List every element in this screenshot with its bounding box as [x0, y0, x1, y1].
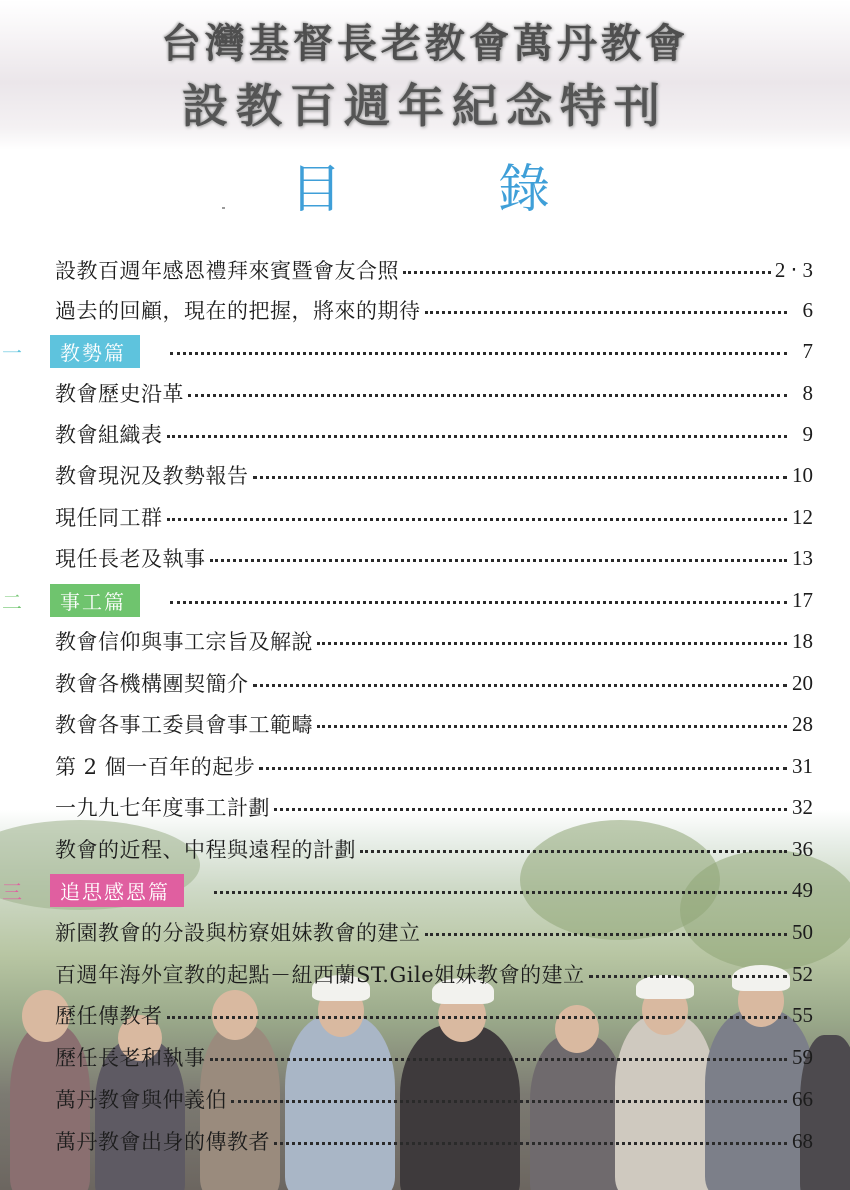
- section-page: 49: [792, 877, 813, 902]
- toc-entry-title: 過去的回顧，現在的把握，將來的期待: [55, 299, 421, 323]
- toc-entry-page: 66: [792, 1086, 813, 1111]
- section-label: 追思感恩篇: [50, 874, 184, 907]
- toc-leader-dots: [274, 808, 787, 811]
- toc-leader-dots: [170, 601, 787, 604]
- toc-entry-title: 萬丹教會與仲義伯: [55, 1088, 227, 1112]
- toc-entry[interactable]: [55, 377, 813, 409]
- toc-entry-page: 10: [792, 462, 813, 487]
- toc-entry[interactable]: [55, 999, 813, 1031]
- toc-entry-title: 設教百週年感恩禮拜來賓暨會友合照: [55, 259, 399, 283]
- toc-entry[interactable]: [55, 418, 813, 450]
- toc-entry-title: 教會組織表: [55, 423, 163, 447]
- toc-entry-page: 6: [802, 297, 813, 322]
- toc-leader-dots: [188, 394, 787, 397]
- toc-entry-title: 一九九七年度事工計劃: [55, 796, 270, 820]
- toc-entry-page: 55: [792, 1002, 813, 1027]
- publication-title-anniversary: 設教百週年紀念特刊: [182, 79, 668, 133]
- toc-entry[interactable]: [55, 1083, 813, 1115]
- toc-entry-title: 現任長老及執事: [55, 547, 206, 571]
- toc-entry-title: 萬丹教會出身的傳教者: [55, 1130, 270, 1154]
- toc-entry[interactable]: [55, 916, 813, 948]
- toc-entry[interactable]: [55, 958, 813, 990]
- toc-entry-page: 28: [792, 711, 813, 736]
- toc-entry-title: 教會各機構團契簡介: [55, 672, 249, 696]
- toc-entry[interactable]: [55, 1041, 813, 1073]
- toc-leader-dots: [210, 559, 788, 562]
- toc-heading-char-2: 錄: [497, 159, 550, 220]
- toc-entry[interactable]: [55, 750, 813, 782]
- toc-entry-page: 2 ‧ 3: [774, 257, 813, 282]
- toc-entry-title: 教會的近程、中程與遠程的計劃: [55, 838, 356, 862]
- toc-entry-title: 第 2 個一百年的起步: [55, 755, 256, 779]
- toc-leader-dots: [170, 352, 787, 355]
- toc-leader-dots: [253, 476, 788, 479]
- toc-leader-dots: [274, 1142, 787, 1145]
- toc-leader-dots: [167, 435, 788, 438]
- toc-entry-title: 歷任傳教者: [55, 1004, 163, 1028]
- toc-leader-dots: [589, 975, 787, 978]
- toc-entry-page: 59: [792, 1044, 813, 1069]
- toc-entry[interactable]: [55, 625, 813, 657]
- toc-entry-title: 教會現況及教勢報告: [55, 464, 249, 488]
- toc-leader-dots: [167, 518, 788, 521]
- toc-entry[interactable]: [55, 459, 813, 491]
- toc-entry-page: 32: [792, 794, 813, 819]
- toc-entry-title: 新園教會的分設與枋寮姐妹教會的建立: [55, 921, 421, 945]
- toc-section-1[interactable]: [0, 335, 813, 367]
- toc-section-2[interactable]: [0, 584, 813, 616]
- toc-entry[interactable]: [55, 708, 813, 740]
- publication-title-church: 台灣基督長老教會萬丹教會: [161, 21, 689, 67]
- section-number: 三: [2, 879, 22, 904]
- section-label: 教勢篇: [50, 335, 140, 368]
- toc-entry-page: 52: [792, 961, 813, 986]
- toc-entry-page: 20: [792, 670, 813, 695]
- toc-entry-page: 9: [802, 421, 813, 446]
- toc-entry-page: 8: [802, 380, 813, 405]
- toc-leader-dots: [253, 684, 788, 687]
- toc-entry-title: 教會歷史沿革: [55, 382, 184, 406]
- toc-entry[interactable]: [55, 294, 813, 326]
- toc-leader-dots: [210, 1058, 788, 1061]
- toc-entry-title: 教會信仰與事工宗旨及解說: [55, 630, 313, 654]
- toc-entry-page: 13: [792, 545, 813, 570]
- section-label: 事工篇: [50, 584, 140, 617]
- section-page: 7: [802, 338, 813, 363]
- toc-entry-title: 教會各事工委員會事工範疇: [55, 713, 313, 737]
- toc-entry-page: 68: [792, 1128, 813, 1153]
- toc-entry-page: 50: [792, 919, 813, 944]
- toc-entry-page: 36: [792, 836, 813, 861]
- toc-entry[interactable]: [55, 254, 813, 286]
- toc-leader-dots: [425, 311, 788, 314]
- toc-leader-dots: [231, 1100, 787, 1103]
- toc-heading-char-1: 目: [290, 159, 343, 220]
- toc-entry-page: 12: [792, 504, 813, 529]
- toc-leader-dots: [360, 850, 787, 853]
- toc-entry-title: 現任同工群: [55, 506, 163, 530]
- section-number: 二: [2, 589, 22, 614]
- toc-leader-dots: [317, 725, 787, 728]
- section-page: 17: [792, 587, 813, 612]
- toc-entry[interactable]: [55, 667, 813, 699]
- toc-entry-title: 百週年海外宣教的起點－紐西蘭ST.Gile姐妹教會的建立: [55, 963, 585, 987]
- toc-leader-dots: [425, 933, 788, 936]
- toc-entry-page: 18: [792, 628, 813, 653]
- toc-leader-dots: [167, 1016, 788, 1019]
- toc-entry-page: 31: [792, 753, 813, 778]
- toc-entry[interactable]: [55, 833, 813, 865]
- toc-entry[interactable]: [55, 1125, 813, 1157]
- toc-section-3[interactable]: [0, 874, 813, 906]
- toc-entry-title: 歷任長老和執事: [55, 1046, 206, 1070]
- toc-entry[interactable]: [55, 501, 813, 533]
- toc-leader-dots: [259, 767, 787, 770]
- toc-leader-dots: [403, 271, 771, 274]
- section-number: 一: [2, 340, 22, 365]
- toc-leader-dots: [317, 642, 787, 645]
- toc-entry[interactable]: [55, 542, 813, 574]
- toc-leader-dots: [214, 891, 787, 894]
- toc-entry[interactable]: [55, 791, 813, 823]
